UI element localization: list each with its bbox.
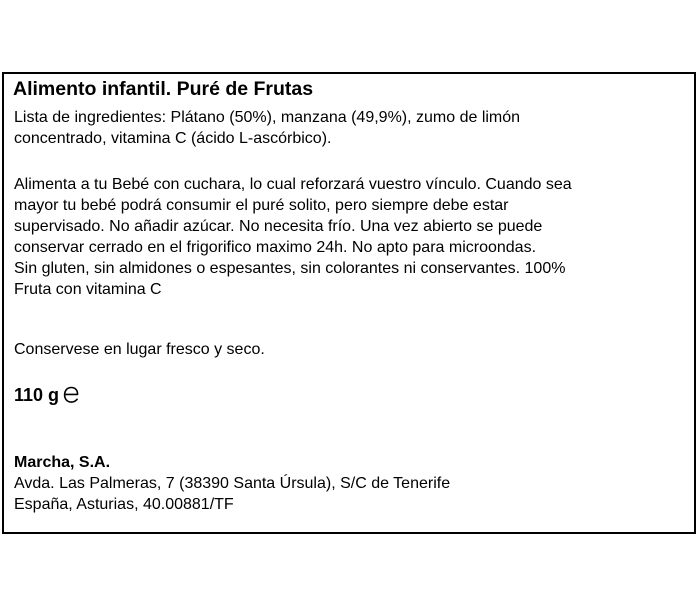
storage-instructions: Conservese en lugar fresco y seco. <box>14 341 265 358</box>
usage-instructions: Alimenta a tu Bebé con cuchara, lo cual reforzará vuestro vínculo. Cuando sea mayor tu bebé podrá consumir el puré solito, pero siempre debe estar supervisado. No añadir azúcar. No necesita frío. Una vez abierto se puede conservar cerrado en el frigorifico maximo 24h. No apto para microondas. Sin gluten, sin almidones o espesantes, sin colorantes ni conservantes. 100% Fruta con vitamina C <box>14 176 572 298</box>
product-title: Alimento infantil. Puré de Frutas <box>13 78 314 100</box>
ingredients-list: Lista de ingredientes: Plátano (50%), manzana (49,9%), zumo de limón concentrado, vitamina C (ácido L-ascórbico). <box>14 109 521 147</box>
estimated-sign-icon <box>61 386 81 404</box>
manufacturer-name: Marcha, S.A. <box>14 454 111 471</box>
net-weight-value: 110 g <box>14 385 60 405</box>
manufacturer-address: Avda. Las Palmeras, 7 (38390 Santa Úrsula), S/C de Tenerife España, Asturias, 40.00881/TF <box>14 475 451 513</box>
net-weight <box>14 383 81 407</box>
